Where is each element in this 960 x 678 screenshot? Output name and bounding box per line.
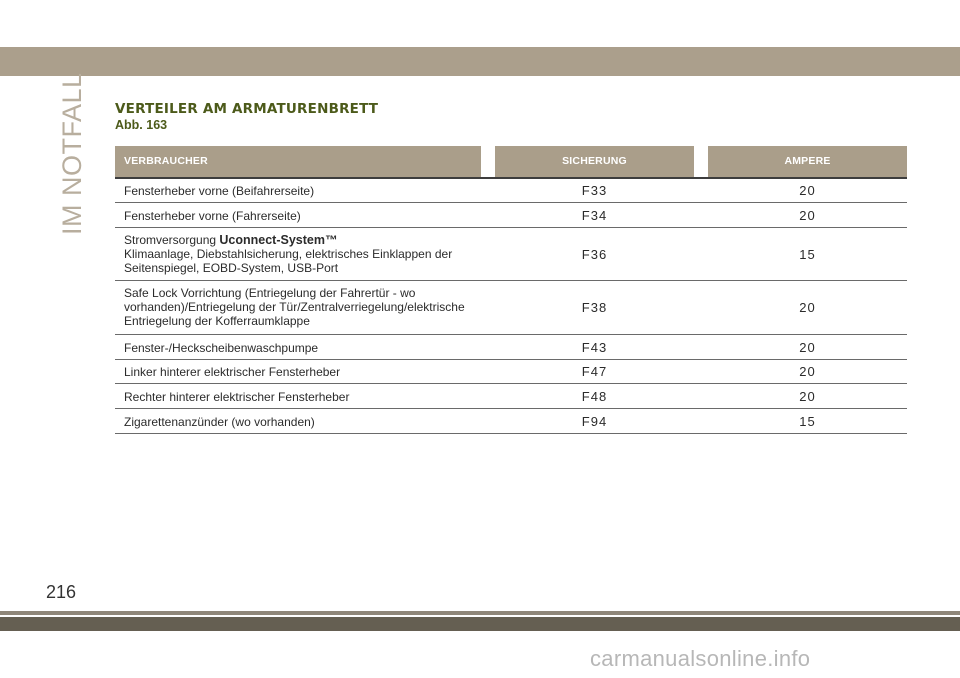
header-fuse: SICHERUNG	[495, 146, 694, 177]
row-consumer: Fensterheber vorne (Beifahrerseite)	[124, 184, 315, 198]
row-consumer-text: Klimaanlage, Diebstahlsicherung, elektrisches Einklappen der Seitenspiegel, EOBD-System, USB-Port	[124, 247, 453, 275]
page-number: 216	[46, 582, 77, 602]
row-fuse: F38	[581, 300, 608, 315]
row-consumer: Safe Lock Vorrichtung (Entriegelung der Fahrertür - wo vorhanden)/Entriegelung der Tür/Zentralverriegelung/elektrische Entriegelung der Kofferraumklappe	[124, 286, 465, 328]
bottom-decorative-band	[0, 617, 960, 631]
row-consumer-multiline	[124, 233, 496, 275]
top-decorative-band	[0, 47, 960, 76]
row-fuse: F43	[581, 339, 608, 355]
row-fuse: F34	[581, 207, 608, 223]
row-ampere: 20	[799, 339, 816, 355]
table-row	[115, 228, 907, 281]
row-ampere: 15	[799, 246, 816, 262]
header-consumer: VERBRAUCHER	[115, 146, 481, 177]
row-fuse: F47	[581, 364, 608, 379]
row-fuse: F48	[581, 388, 608, 404]
row-fuse: F36	[581, 246, 608, 262]
row-ampere: 20	[799, 207, 816, 223]
row-consumer: Fenster-/Heckscheibenwaschpumpe	[124, 341, 319, 355]
row-ampere: 20	[799, 388, 816, 404]
row-consumer-prefix: Stromversorgung	[124, 233, 220, 247]
table-row	[115, 179, 907, 203]
table-row	[115, 360, 907, 384]
fuse-table	[115, 146, 907, 434]
watermark: carmanualsonline.info	[590, 646, 811, 671]
row-ampere: 20	[799, 183, 816, 198]
row-fuse: F33	[581, 183, 608, 198]
row-consumer: Linker hinterer elektrischer Fensterheber	[124, 365, 341, 379]
row-consumer-strong: Uconnect-System™	[219, 233, 338, 247]
row-ampere: 20	[799, 300, 816, 315]
table-row	[115, 281, 907, 335]
row-ampere: 15	[799, 413, 816, 429]
table-row	[115, 203, 907, 228]
row-ampere: 20	[799, 364, 816, 379]
row-fuse: F94	[581, 413, 608, 429]
section-title: VERTEILER AM ARMATURENBRETT	[115, 101, 379, 117]
table-row	[115, 384, 907, 409]
row-consumer: Zigarettenanzünder (wo vorhanden)	[124, 415, 315, 429]
row-consumer: Fensterheber vorne (Fahrerseite)	[124, 209, 301, 223]
table-row	[115, 409, 907, 434]
chapter-side-label: IM NOTFALL	[57, 72, 87, 235]
table-header	[115, 146, 907, 179]
table-row	[115, 335, 907, 360]
header-ampere: AMPERE	[708, 146, 907, 177]
row-consumer: Rechter hinterer elektrischer Fensterheber	[124, 390, 350, 404]
figure-reference: Abb. 163	[115, 118, 168, 132]
